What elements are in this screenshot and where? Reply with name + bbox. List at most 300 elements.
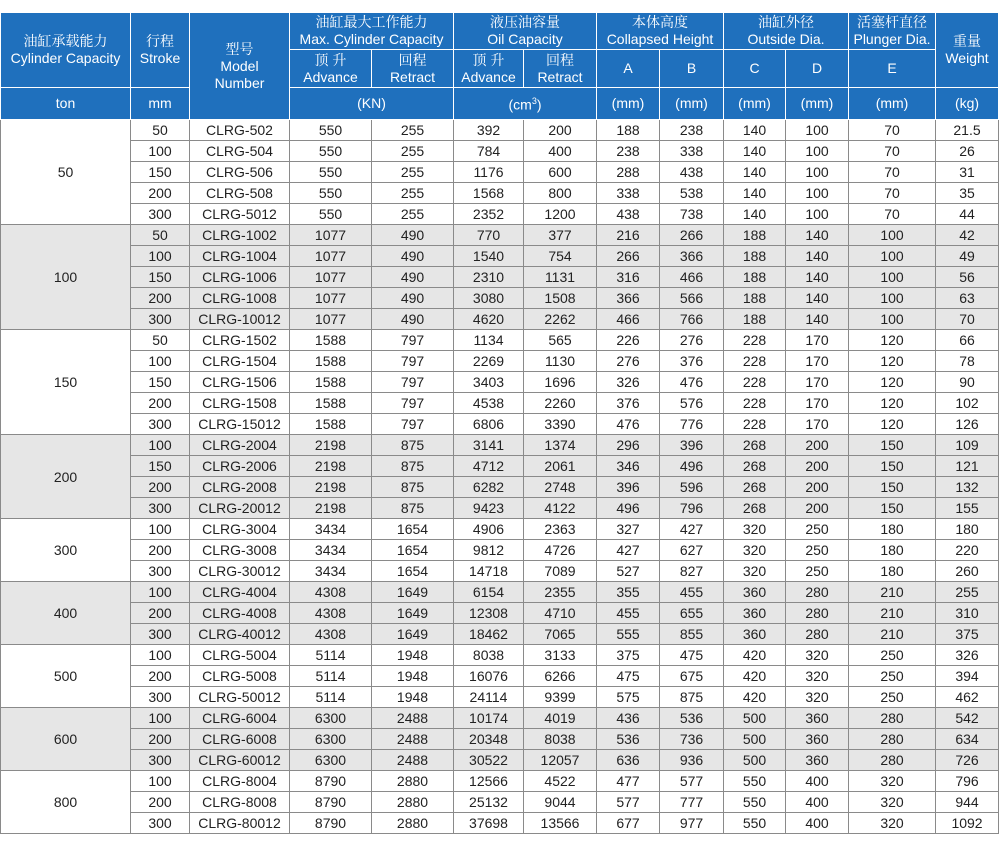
cell-ret-kn: 490	[372, 246, 454, 267]
cell-ret-oil: 1696	[524, 372, 597, 393]
cell-weight: 35	[936, 183, 999, 204]
cell-b: 338	[660, 141, 724, 162]
cell-ret-oil: 1130	[524, 351, 597, 372]
cell-ret-oil: 2061	[524, 456, 597, 477]
cell-c: 228	[724, 414, 786, 435]
cell-capacity: 200	[1, 435, 131, 519]
cell-weight: 155	[936, 498, 999, 519]
cell-model: CLRG-8008	[190, 792, 290, 813]
capacity-group	[1, 582, 999, 645]
cell-ret-kn: 490	[372, 267, 454, 288]
cell-c: 268	[724, 435, 786, 456]
cell-a: 188	[597, 120, 660, 141]
cell-ret-oil: 3390	[524, 414, 597, 435]
cell-adv-oil: 16076	[454, 666, 524, 687]
cell-weight: 109	[936, 435, 999, 456]
cell-d: 320	[786, 645, 849, 666]
cell-a: 296	[597, 435, 660, 456]
cell-stroke: 100	[131, 351, 190, 372]
cell-b: 655	[660, 603, 724, 624]
cell-b: 538	[660, 183, 724, 204]
cell-adv-kn: 6300	[290, 729, 372, 750]
cell-d: 100	[786, 162, 849, 183]
cell-e: 180	[849, 561, 936, 582]
cell-d: 140	[786, 225, 849, 246]
cell-ret-oil: 2355	[524, 582, 597, 603]
cell-e: 100	[849, 225, 936, 246]
table-row	[1, 645, 999, 666]
cell-adv-kn: 1588	[290, 414, 372, 435]
table-row	[1, 624, 999, 645]
cell-weight: 49	[936, 246, 999, 267]
cell-e: 150	[849, 498, 936, 519]
cell-a: 677	[597, 813, 660, 834]
cell-ret-oil: 12057	[524, 750, 597, 771]
cell-model: CLRG-50012	[190, 687, 290, 708]
unit-a: (mm)	[597, 88, 660, 120]
cell-adv-kn: 4308	[290, 603, 372, 624]
cell-d: 320	[786, 666, 849, 687]
table-row	[1, 225, 999, 246]
cell-adv-kn: 5114	[290, 687, 372, 708]
cell-d: 280	[786, 603, 849, 624]
cell-ret-kn: 2880	[372, 792, 454, 813]
cell-stroke: 300	[131, 687, 190, 708]
table-row	[1, 309, 999, 330]
cell-c: 228	[724, 351, 786, 372]
header-weight: 重量 Weight	[936, 13, 999, 88]
cell-d: 100	[786, 120, 849, 141]
cell-ret-kn: 1654	[372, 540, 454, 561]
cell-d: 100	[786, 141, 849, 162]
header-outside-dia: 油缸外径 Outside Dia.	[724, 13, 849, 50]
cell-b: 276	[660, 330, 724, 351]
cell-ret-oil: 4122	[524, 498, 597, 519]
cell-ret-kn: 2880	[372, 771, 454, 792]
cell-adv-oil: 784	[454, 141, 524, 162]
cell-c: 500	[724, 708, 786, 729]
cell-ret-kn: 1948	[372, 666, 454, 687]
cell-e: 250	[849, 645, 936, 666]
cell-e: 280	[849, 750, 936, 771]
cell-adv-kn: 1588	[290, 393, 372, 414]
cell-c: 420	[724, 666, 786, 687]
unit-c: (mm)	[724, 88, 786, 120]
cell-d: 320	[786, 687, 849, 708]
cell-stroke: 200	[131, 393, 190, 414]
cell-adv-kn: 550	[290, 141, 372, 162]
table-row	[1, 477, 999, 498]
cell-a: 327	[597, 519, 660, 540]
table-row	[1, 351, 999, 372]
cell-c: 550	[724, 813, 786, 834]
cell-model: CLRG-40012	[190, 624, 290, 645]
cell-adv-oil: 1134	[454, 330, 524, 351]
cell-model: CLRG-3004	[190, 519, 290, 540]
cell-b: 266	[660, 225, 724, 246]
cell-e: 100	[849, 267, 936, 288]
cell-stroke: 200	[131, 288, 190, 309]
cell-e: 320	[849, 792, 936, 813]
cell-e: 150	[849, 435, 936, 456]
table-row	[1, 750, 999, 771]
cell-adv-oil: 30522	[454, 750, 524, 771]
cell-e: 320	[849, 813, 936, 834]
table-row	[1, 120, 999, 141]
table-row	[1, 561, 999, 582]
cell-e: 180	[849, 519, 936, 540]
cell-weight: 180	[936, 519, 999, 540]
cell-model: CLRG-5004	[190, 645, 290, 666]
cell-c: 320	[724, 540, 786, 561]
cell-weight: 220	[936, 540, 999, 561]
unit-capacity: ton	[1, 88, 131, 120]
cell-ret-kn: 255	[372, 141, 454, 162]
cell-weight: 326	[936, 645, 999, 666]
cell-model: CLRG-6004	[190, 708, 290, 729]
header-plunger-dia: 活塞杆直径 Plunger Dia.	[849, 13, 936, 50]
cell-d: 170	[786, 351, 849, 372]
cell-d: 250	[786, 519, 849, 540]
cell-model: CLRG-20012	[190, 498, 290, 519]
cell-a: 316	[597, 267, 660, 288]
cell-adv-oil: 6282	[454, 477, 524, 498]
cell-c: 360	[724, 603, 786, 624]
cell-ret-oil: 9044	[524, 792, 597, 813]
cell-stroke: 200	[131, 666, 190, 687]
cell-c: 228	[724, 372, 786, 393]
cell-b: 455	[660, 582, 724, 603]
cell-stroke: 100	[131, 771, 190, 792]
cell-adv-oil: 9423	[454, 498, 524, 519]
cell-weight: 44	[936, 204, 999, 225]
cell-model: CLRG-1506	[190, 372, 290, 393]
cell-a: 476	[597, 414, 660, 435]
cell-model: CLRG-15012	[190, 414, 290, 435]
table-row	[1, 393, 999, 414]
cell-ret-oil: 7089	[524, 561, 597, 582]
cell-stroke: 200	[131, 603, 190, 624]
cell-d: 250	[786, 561, 849, 582]
cell-adv-oil: 20348	[454, 729, 524, 750]
table-row	[1, 687, 999, 708]
cell-stroke: 200	[131, 729, 190, 750]
cell-b: 936	[660, 750, 724, 771]
cell-b: 596	[660, 477, 724, 498]
cell-e: 280	[849, 708, 936, 729]
cell-adv-oil: 4620	[454, 309, 524, 330]
cell-stroke: 50	[131, 120, 190, 141]
table-row	[1, 582, 999, 603]
cell-a: 527	[597, 561, 660, 582]
cell-c: 188	[724, 267, 786, 288]
cell-model: CLRG-1008	[190, 288, 290, 309]
cell-stroke: 200	[131, 477, 190, 498]
table-row	[1, 141, 999, 162]
cell-e: 150	[849, 477, 936, 498]
cell-ret-oil: 13566	[524, 813, 597, 834]
cell-model: CLRG-1002	[190, 225, 290, 246]
cell-ret-oil: 6266	[524, 666, 597, 687]
cell-ret-oil: 2748	[524, 477, 597, 498]
cell-capacity: 300	[1, 519, 131, 582]
cell-ret-oil: 1131	[524, 267, 597, 288]
cell-a: 438	[597, 204, 660, 225]
cell-d: 100	[786, 204, 849, 225]
cell-ret-kn: 1948	[372, 645, 454, 666]
cell-adv-kn: 3434	[290, 540, 372, 561]
cell-d: 100	[786, 183, 849, 204]
cell-adv-oil: 18462	[454, 624, 524, 645]
cell-c: 140	[724, 120, 786, 141]
cell-d: 170	[786, 330, 849, 351]
cell-d: 140	[786, 309, 849, 330]
cell-adv-oil: 10174	[454, 708, 524, 729]
cell-ret-kn: 1649	[372, 624, 454, 645]
header-capacity: 油缸承载能力 Cylinder Capacity	[1, 13, 131, 88]
cell-ret-kn: 2488	[372, 708, 454, 729]
cell-a: 555	[597, 624, 660, 645]
cell-c: 228	[724, 330, 786, 351]
unit-oil: $(cm^3)$	[454, 88, 597, 120]
cell-adv-kn: 2198	[290, 477, 372, 498]
cell-e: 120	[849, 414, 936, 435]
cell-model: CLRG-5008	[190, 666, 290, 687]
cell-adv-kn: 3434	[290, 561, 372, 582]
table-row	[1, 813, 999, 834]
table-row	[1, 183, 999, 204]
header-advance-kn: 顶 升 Advance	[290, 50, 372, 88]
cell-stroke: 100	[131, 708, 190, 729]
cell-c: 500	[724, 750, 786, 771]
unit-e: (mm)	[849, 88, 936, 120]
cell-ret-oil: 565	[524, 330, 597, 351]
cell-adv-kn: 1588	[290, 372, 372, 393]
cell-d: 400	[786, 792, 849, 813]
cell-d: 170	[786, 414, 849, 435]
table-row	[1, 519, 999, 540]
cell-a: 338	[597, 183, 660, 204]
cell-b: 777	[660, 792, 724, 813]
cell-b: 627	[660, 540, 724, 561]
cell-b: 675	[660, 666, 724, 687]
cell-a: 636	[597, 750, 660, 771]
cell-adv-oil: 12566	[454, 771, 524, 792]
cell-weight: 542	[936, 708, 999, 729]
cell-weight: 310	[936, 603, 999, 624]
cell-b: 776	[660, 414, 724, 435]
cell-adv-kn: 1077	[290, 225, 372, 246]
cell-adv-kn: 6300	[290, 750, 372, 771]
cell-a: 355	[597, 582, 660, 603]
cell-c: 550	[724, 771, 786, 792]
cell-stroke: 300	[131, 498, 190, 519]
cell-e: 70	[849, 204, 936, 225]
cell-weight: 102	[936, 393, 999, 414]
cell-weight: 634	[936, 729, 999, 750]
cell-stroke: 100	[131, 645, 190, 666]
cell-e: 120	[849, 330, 936, 351]
cell-ret-oil: 8038	[524, 729, 597, 750]
cell-model: CLRG-1502	[190, 330, 290, 351]
cell-adv-kn: 2198	[290, 435, 372, 456]
cell-ret-oil: 377	[524, 225, 597, 246]
cell-a: 536	[597, 729, 660, 750]
table-row	[1, 540, 999, 561]
cell-d: 250	[786, 540, 849, 561]
cell-d: 170	[786, 372, 849, 393]
cell-ret-oil: 4522	[524, 771, 597, 792]
cell-c: 420	[724, 687, 786, 708]
cell-adv-kn: 6300	[290, 708, 372, 729]
cell-adv-oil: 12308	[454, 603, 524, 624]
cell-b: 977	[660, 813, 724, 834]
cell-capacity: 100	[1, 225, 131, 330]
cell-b: 396	[660, 435, 724, 456]
header-col-e: E	[849, 50, 936, 88]
cell-ret-kn: 797	[372, 351, 454, 372]
cell-b: 476	[660, 372, 724, 393]
cell-stroke: 300	[131, 204, 190, 225]
cell-weight: 394	[936, 666, 999, 687]
cell-e: 70	[849, 141, 936, 162]
cell-c: 360	[724, 582, 786, 603]
cell-weight: 132	[936, 477, 999, 498]
cell-model: CLRG-80012	[190, 813, 290, 834]
cell-adv-kn: 8790	[290, 771, 372, 792]
header-model: 型号 Model Number	[190, 13, 290, 120]
cell-adv-oil: 4906	[454, 519, 524, 540]
cell-capacity: 600	[1, 708, 131, 771]
header-max-capacity: 油缸最大工作能力 Max. Cylinder Capacity	[290, 13, 454, 50]
cell-a: 577	[597, 792, 660, 813]
cell-ret-kn: 1654	[372, 519, 454, 540]
cell-c: 320	[724, 561, 786, 582]
cell-adv-oil: 3403	[454, 372, 524, 393]
cell-stroke: 150	[131, 372, 190, 393]
cell-stroke: 300	[131, 561, 190, 582]
cell-adv-oil: 4538	[454, 393, 524, 414]
cell-d: 200	[786, 456, 849, 477]
header-advance-oil: 顶 升 Advance	[454, 50, 524, 88]
cell-ret-oil: 4726	[524, 540, 597, 561]
cell-model: CLRG-2004	[190, 435, 290, 456]
cell-adv-oil: 25132	[454, 792, 524, 813]
cell-a: 436	[597, 708, 660, 729]
cell-a: 238	[597, 141, 660, 162]
header-col-d: D	[786, 50, 849, 88]
cell-ret-oil: 1508	[524, 288, 597, 309]
cell-ret-oil: 3133	[524, 645, 597, 666]
cell-e: 180	[849, 540, 936, 561]
cell-stroke: 300	[131, 750, 190, 771]
cell-ret-kn: 875	[372, 477, 454, 498]
cell-c: 140	[724, 162, 786, 183]
cell-weight: 66	[936, 330, 999, 351]
cell-adv-kn: 4308	[290, 624, 372, 645]
unit-d: (mm)	[786, 88, 849, 120]
cell-adv-kn: 1077	[290, 309, 372, 330]
cell-weight: 42	[936, 225, 999, 246]
cell-weight: 70	[936, 309, 999, 330]
cell-b: 466	[660, 267, 724, 288]
cell-ret-kn: 875	[372, 498, 454, 519]
cell-model: CLRG-1006	[190, 267, 290, 288]
cell-c: 420	[724, 645, 786, 666]
cell-ret-kn: 875	[372, 435, 454, 456]
cell-ret-oil: 1374	[524, 435, 597, 456]
cell-model: CLRG-504	[190, 141, 290, 162]
cell-b: 576	[660, 393, 724, 414]
unit-weight: (kg)	[936, 88, 999, 120]
cell-a: 216	[597, 225, 660, 246]
capacity-group	[1, 708, 999, 771]
cell-adv-kn: 1077	[290, 288, 372, 309]
cell-adv-oil: 1176	[454, 162, 524, 183]
table-row	[1, 792, 999, 813]
cell-weight: 260	[936, 561, 999, 582]
cell-b: 796	[660, 498, 724, 519]
cell-ret-oil: 400	[524, 141, 597, 162]
unit-force: (KN)	[290, 88, 454, 120]
cell-ret-kn: 255	[372, 183, 454, 204]
cell-ret-kn: 1654	[372, 561, 454, 582]
cell-weight: 56	[936, 267, 999, 288]
cell-a: 276	[597, 351, 660, 372]
cell-b: 475	[660, 645, 724, 666]
cell-ret-kn: 797	[372, 372, 454, 393]
cell-b: 827	[660, 561, 724, 582]
cell-b: 766	[660, 309, 724, 330]
cell-d: 360	[786, 729, 849, 750]
cell-stroke: 100	[131, 141, 190, 162]
cell-b: 427	[660, 519, 724, 540]
cell-weight: 21.5	[936, 120, 999, 141]
cell-b: 736	[660, 729, 724, 750]
cell-d: 140	[786, 288, 849, 309]
cell-e: 100	[849, 246, 936, 267]
cell-b: 738	[660, 204, 724, 225]
cell-weight: 944	[936, 792, 999, 813]
cell-c: 268	[724, 456, 786, 477]
cell-stroke: 100	[131, 582, 190, 603]
cell-ret-oil: 2262	[524, 309, 597, 330]
cell-d: 280	[786, 582, 849, 603]
cell-ret-kn: 490	[372, 225, 454, 246]
cell-d: 280	[786, 624, 849, 645]
cell-b: 566	[660, 288, 724, 309]
cell-model: CLRG-8004	[190, 771, 290, 792]
capacity-group	[1, 435, 999, 519]
cell-d: 360	[786, 750, 849, 771]
cell-stroke: 150	[131, 456, 190, 477]
header-col-a: A	[597, 50, 660, 88]
cell-c: 360	[724, 624, 786, 645]
table-row	[1, 771, 999, 792]
table-header	[1, 13, 999, 120]
cell-b: 366	[660, 246, 724, 267]
cell-b: 238	[660, 120, 724, 141]
cell-d: 140	[786, 246, 849, 267]
cell-ret-kn: 797	[372, 414, 454, 435]
table-row	[1, 372, 999, 393]
cell-d: 400	[786, 813, 849, 834]
cell-adv-oil: 4712	[454, 456, 524, 477]
cell-b: 577	[660, 771, 724, 792]
cell-e: 150	[849, 456, 936, 477]
header-retract-kn: 回程 Retract	[372, 50, 454, 88]
cell-capacity: 50	[1, 120, 131, 225]
